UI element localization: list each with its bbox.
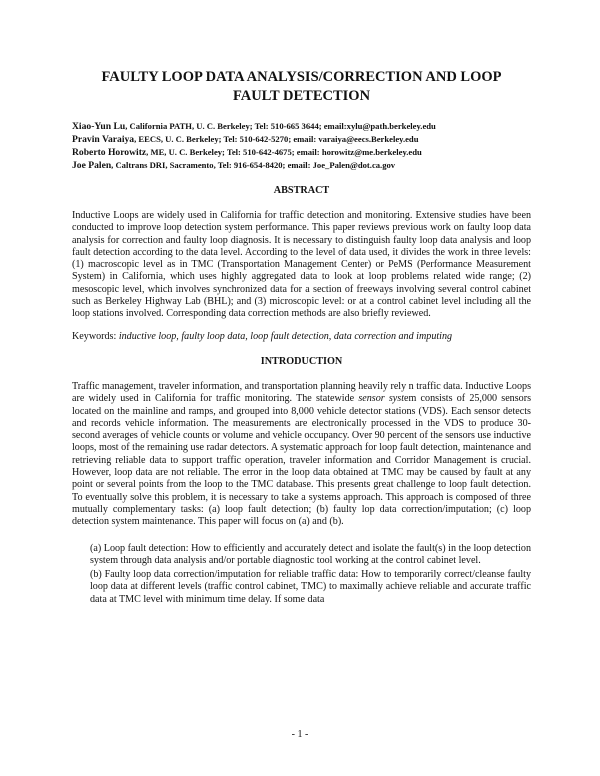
list-item: (b) Faulty loop data correction/imputation for reliable traffic data: How to temporarily correct/cleanse faulty loop data at different levels (traffic control cabinet, TMC) to maximally achieve reliable and accurate traffic data at TMC level with minimum time delay. If some data [90, 569, 531, 605]
paper-page [72, 68, 531, 608]
intro-text-start: Traffic management, traveler information, and transportation planning heavily rely n traffic data. Inductive Loops are widely used in California for traffic monitoring. The statewide [72, 380, 531, 405]
keywords-line [72, 331, 531, 343]
author-affiliation: , EECS, U. C. Berkeley; Tel: 510-642-5270; email: varaiya@eecs.Berkeley.edu [134, 134, 419, 144]
author-line [72, 146, 531, 159]
author-affiliation: , Caltrans DRI, Sacramento, Tel: 916-654-8420; email: Joe_Palen@dot.ca.gov [111, 160, 396, 170]
author-list [72, 120, 531, 172]
author-line [72, 159, 531, 172]
intro-italic-term: sensor syst [358, 393, 405, 405]
abstract-heading: ABSTRACT [273, 185, 330, 196]
author-affiliation: , California PATH, U. C. Berkeley; Tel: 510-665 3644; email:xylu@path.berkeley.edu [125, 121, 436, 131]
paper-title: FAULTY LOOP DATA ANALYSIS/CORRECTION AND LOOP FAULT DETECTION [101, 69, 502, 104]
author-name: Xiao-Yun Lu [72, 121, 126, 132]
page-number: - 1 - [291, 729, 309, 740]
intro-text-rest: em consists of 25,000 sensors located on the mainline and ramps, and grouped into 8,000 vehicle detector stations (VDS). Each sensor detects and records vehicle information. The measurements are electronically processed in the VDS to produce 30-second averages of vehicle counts or volume and vehicle occupancy. Over 90 percent of the sensors use inductive loops, most of the remaining use radar detectors. A systematic approach for loop fault detection, maintenance and retrieving reliable data to support traffic operation, traveler information and Corridor Management is crucial. However, loop data are not reliable. The error in the loop data obtained at TMC may be caused by fault at any point or several points from the loop to the TMC database. This presents great challenge to loop fault detection. To eventually solve this problem, it is necessary to take a systems approach. This approach is composed of three mutually complementary tasks: (a) loop fault detection; (b) faulty lop data correction/imputation; (c) loop detection system maintenance. This paper will focus on (a) and (b). [72, 393, 532, 528]
author-name: Pravin Varaiya [72, 134, 135, 145]
author-line [72, 120, 531, 133]
keywords-value: inductive loop, faulty loop data, loop fault detection, data correction and imputing [118, 330, 453, 342]
introduction-paragraph [72, 381, 531, 529]
author-name: Joe Palen [72, 160, 112, 171]
list-item: (a) Loop fault detection: How to efficiently and accurately detect and isolate the fault(s) in the loop detection system through data analysis and/or portable diagnostic tool working at the control cabinet level. [90, 542, 531, 566]
introduction-heading: INTRODUCTION [260, 355, 343, 367]
author-name: Roberto Horowitz [72, 147, 147, 158]
abstract-paragraph: Inductive Loops are widely used in California for traffic detection and monitoring. Extensive studies have been conducted to improve loop detection system performance. This paper reviews previous work on faulty loop data analysis for correction and faulty loop diagnosis. It is necessary to distinguish faulty loop data analysis and loop fault detection according to the data level. According to the level of data used, it divides the work in three levels: (1) macroscopic level as in TMC (Transportation Management Center) or PeMS (Performance Measurement System) in California, which uses highly aggregated data to look at loop problems related wide range; (2) mesoscopic level, which involves synchronized data for a section of freeways involving several control cabinet such as Berkeley Highway Lab (BHL); and (3) microscopic level: or at a control cabinet level including all the loop stations involved. Corresponding data correction methods are also briefly reviewed. [72, 210, 531, 320]
author-affiliation: , ME, U. C. Berkeley; Tel: 510-642-4675; email: horowitz@me.berkeley.edu [146, 147, 422, 157]
task-list [90, 543, 531, 606]
keywords-label: Keywords: [72, 330, 119, 342]
author-line [72, 133, 531, 146]
